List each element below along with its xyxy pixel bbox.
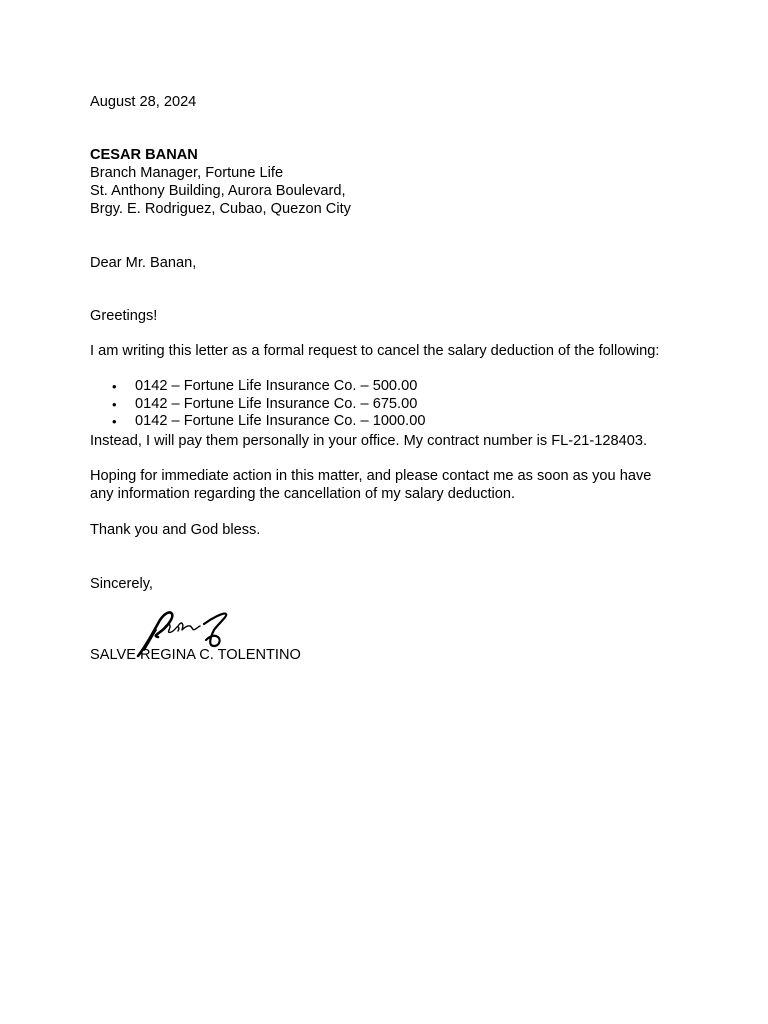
closing: Sincerely, <box>90 576 153 592</box>
recipient-address-line2: Brgy. E. Rodriguez, Cubao, Quezon City <box>90 201 351 217</box>
list-item-text: 0142 – Fortune Life Insurance Co. – 1000.00 <box>135 413 426 430</box>
bullet-icon: • <box>112 396 117 412</box>
bullet-icon: • <box>112 379 117 394</box>
handwritten-signature <box>134 606 230 660</box>
list-item <box>90 378 425 396</box>
deduction-list <box>90 378 425 431</box>
signer-name: SALVE REGINA C. TOLENTINO <box>90 647 301 663</box>
thanks-line: Thank you and God bless. <box>90 522 261 538</box>
list-item <box>90 396 425 414</box>
list-item-text: 0142 – Fortune Life Insurance Co. – 500.00 <box>135 378 418 394</box>
letter-date: August 28, 2024 <box>90 94 197 110</box>
recipient-title: Branch Manager, Fortune Life <box>90 165 284 181</box>
contract-sentence: Instead, I will pay them personally in your office. My contract number is FL-21-128403. <box>90 433 647 449</box>
greeting: Greetings! <box>90 308 158 324</box>
bullet-icon: • <box>112 414 117 430</box>
list-item-text: 0142 – Fortune Life Insurance Co. – 675.00 <box>135 395 418 412</box>
recipient-name: CESAR BANAN <box>90 147 198 163</box>
recipient-address-line1: St. Anthony Building, Aurora Boulevard, <box>90 183 346 199</box>
list-item <box>90 413 425 431</box>
request-paragraph: Hoping for immediate action in this matter, and please contact me as soon as you have any information regarding the cancellation of my salary deduction. <box>90 468 652 502</box>
intro-paragraph: I am writing this letter as a formal request to cancel the salary deduction of the following: <box>90 343 660 359</box>
salutation: Dear Mr. Banan, <box>90 255 197 271</box>
